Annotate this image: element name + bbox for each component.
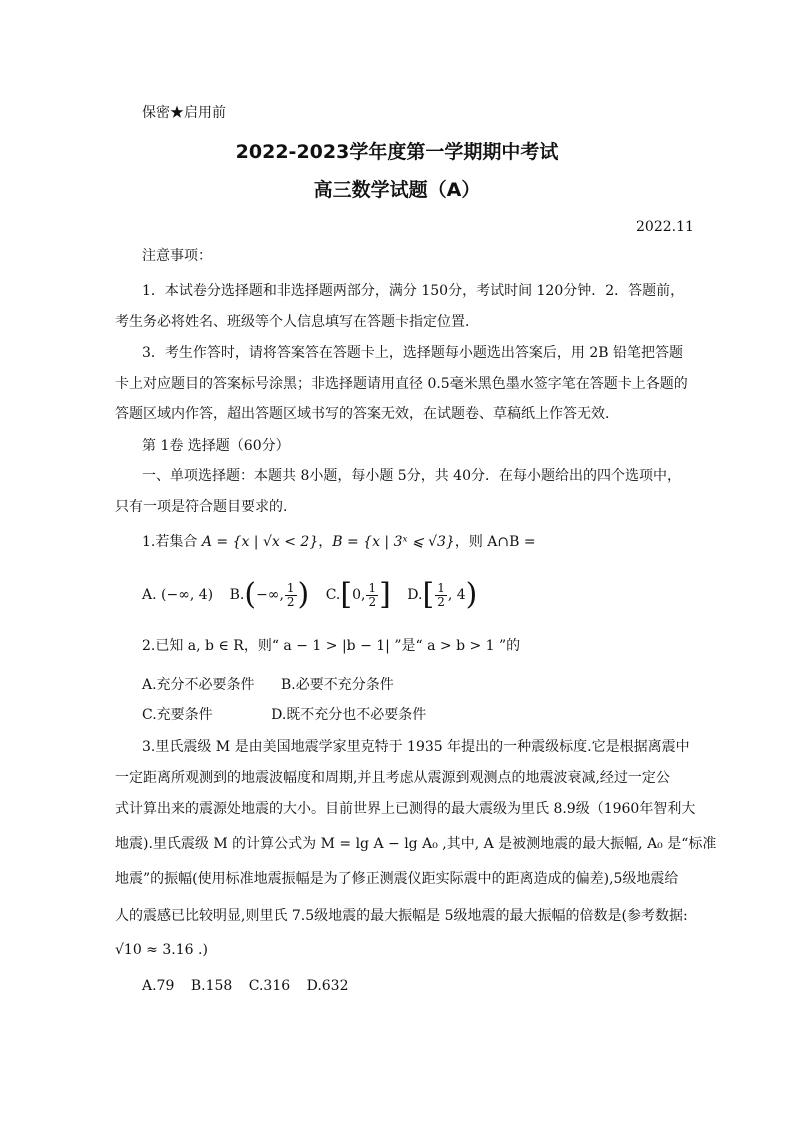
q3-option-b: B.158 [190, 978, 233, 994]
q3-line-3: 式计算出来的震源处地震的大小。目前世界上已测得的最大震级为里氏 8.9级（1960年智利大 [115, 801, 696, 817]
q1-option-c-open-bracket: [ [340, 577, 353, 612]
q3-options [142, 977, 361, 995]
q1-option-b-fraction [285, 582, 297, 609]
q2-options-row2 [142, 706, 438, 724]
q1-option-d-label: D. [407, 587, 423, 603]
q3-line-4: 地震).里氏震级 M 的计算公式为 M = lg A − lg A₀ ,其中, A 是被测地震的最大振幅, A₀ 是“标准 [115, 836, 717, 852]
q1-option-d-fraction [435, 582, 447, 609]
section-intro-a: 一、单项选择题：本题共 8小题，每小题 5分，共 40分．在每小题给出的四个选项中， [142, 468, 681, 484]
q1-option-b [230, 577, 310, 613]
confidential-label: 保密★启用前 [142, 105, 226, 121]
q3-option-c: C.316 [248, 978, 291, 994]
q1-stem [142, 533, 536, 551]
fraction-denominator: 2 [437, 594, 445, 609]
q1-option-c-fraction [366, 582, 378, 609]
q1-options [142, 577, 489, 613]
q3-option-a: A.79 [142, 978, 175, 994]
q1-set-b: B = {x | 3ˣ ⩽ √3} [332, 534, 455, 550]
q1-option-d [407, 577, 477, 613]
q3-line-2: 一定距离所观测到的地震波幅度和周期,并且考虑从震源到观测点的地震波衰减,经过一定公 [115, 770, 670, 786]
q1-option-d-close-paren: ) [465, 577, 478, 612]
q2-option-b: B.必要不充分条件 [281, 677, 394, 693]
note-1a: 1．本试卷分选择题和非选择题两部分，满分 150分，考试时间 120分钟．2．答题前， [142, 283, 685, 299]
exam-subtitle: 高三数学试题（A） [313, 179, 481, 201]
q3-line-7: √10 ≈ 3.16 .) [115, 942, 208, 958]
q1-option-c-left: 0, [352, 587, 366, 603]
q1-option-c-label: C. [325, 587, 341, 603]
note-3c: 答题区域内作答，超出答题区域书写的答案无效，在试题卷、草稿纸上作答无效. [115, 406, 610, 422]
q3-line-6: 人的震感已比较明显,则里氏 7.5级地震的最大振幅是 5级地震的最大振幅的倍数是(参考数据: [115, 908, 688, 924]
q1-option-b-left: −∞, [256, 587, 284, 603]
exam-date: 2022.11 [636, 219, 694, 235]
note-3b: 卡上对应题目的答案标号涂黑；非选择题请用直径 0.5毫米黑色墨水签字笔在答题卡上各题的 [115, 376, 688, 392]
q1-set-a: A = {x | √x < 2} [201, 534, 319, 550]
fraction-numerator: 1 [437, 580, 445, 595]
q1-comma: ， [318, 534, 333, 550]
q1-option-b-close-paren: ) [297, 577, 310, 612]
q2-stem: 2.已知 a, b ∈ R，则“ a − 1 > |b − 1| ”是“ a > b > 1 ”的 [142, 638, 521, 654]
section-intro-b: 只有一项是符合题目要求的. [115, 499, 288, 515]
q1-option-b-label: B. [229, 587, 245, 603]
part1-heading: 第 1卷 选择题（60分） [142, 438, 290, 454]
q2-option-a: A.充分不必要条件 [142, 677, 255, 693]
q1-stem-suffix: ，则 A∩B = [454, 534, 536, 550]
notes-heading: 注意事项： [142, 248, 212, 264]
q1-option-c [326, 577, 391, 613]
fraction-denominator: 2 [286, 594, 295, 609]
note-1b: 考生务必将姓名、班级等个人信息填写在答题卡指定位置． [115, 314, 479, 330]
note-3a: 3．考生作答时，请将答案答在答题卡上，选择题每小题选出答案后，用 2B 铅笔把答题 [142, 345, 684, 361]
q1-option-d-right: , 4 [447, 587, 466, 603]
q1-option-c-close-bracket: ] [379, 577, 391, 612]
q1-option-d-open-bracket: [ [422, 577, 435, 612]
q2-options-row1 [142, 676, 406, 694]
q2-option-d: D.既不充分也不必要条件 [271, 707, 427, 723]
exam-title: 2022-2023学年度第一学期期中考试 [235, 141, 559, 163]
q2-option-c: C.充要条件 [142, 707, 213, 723]
q3-option-d: D.632 [306, 978, 349, 994]
q3-line-1: 3.里氏震级 M 是由美国地震学家里克特于 1935 年提出的一种震级标度.它是根据离震中 [142, 739, 690, 755]
q3-line-5: 地震”的振幅(使用标准地震振幅是为了修正测震仪距实际震中的距离造成的偏差),5级地震给 [115, 871, 679, 887]
fraction-numerator: 1 [368, 580, 377, 595]
q1-option-a: A. (−∞, 4) [142, 587, 214, 603]
q1-stem-prefix: 1.若集合 [142, 534, 202, 550]
fraction-numerator: 1 [286, 580, 295, 595]
q1-option-b-open-paren: ( [244, 577, 257, 612]
fraction-denominator: 2 [368, 594, 377, 609]
